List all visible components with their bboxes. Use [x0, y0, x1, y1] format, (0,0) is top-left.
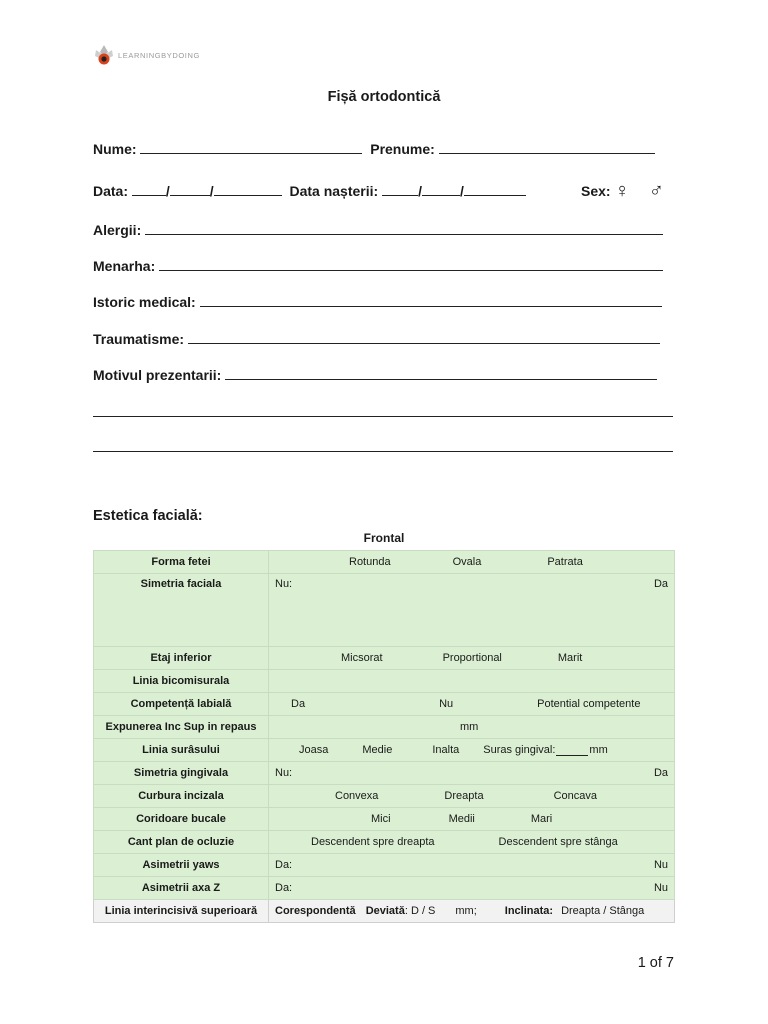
data-day-blank[interactable] [132, 183, 166, 196]
row-label: Etaj inferior [94, 647, 269, 670]
unit-mm: mm; [455, 905, 477, 917]
table-row [94, 831, 675, 854]
option-nu[interactable]: Nu [653, 882, 668, 894]
alergii-blank[interactable] [145, 222, 663, 235]
option-da[interactable]: Da [653, 767, 668, 779]
option-inalta[interactable]: Inalta [432, 744, 460, 756]
option-nu[interactable]: Nu: [275, 578, 293, 590]
slash: / [165, 183, 170, 199]
row-value [269, 762, 675, 785]
option-joasa[interactable]: Joasa [299, 744, 329, 756]
option-da[interactable]: Da: [275, 859, 293, 871]
birth-month-blank[interactable] [422, 183, 460, 196]
extra-line-2[interactable] [93, 451, 673, 452]
suras-gingival-blank[interactable] [556, 745, 588, 756]
name-line [93, 141, 655, 157]
row-label: Asimetrii axa Z [94, 877, 269, 900]
prenume-blank[interactable] [439, 141, 655, 154]
option-da[interactable]: Da: [275, 882, 293, 894]
istoric-label: Istoric medical: [93, 294, 196, 310]
table-row [94, 670, 675, 693]
row-value [269, 693, 675, 716]
option-rotunda[interactable]: Rotunda [349, 556, 391, 568]
row-value [269, 551, 675, 574]
option-descendent-stanga[interactable]: Descendent spre stânga [498, 836, 618, 848]
row-label: Curbura incizala [94, 785, 269, 808]
slash: / [418, 183, 422, 199]
traumatisme-blank[interactable] [188, 331, 660, 344]
prenume-label: Prenume: [370, 141, 435, 157]
option-ovala[interactable]: Ovala [452, 556, 482, 568]
extra-line-1[interactable] [93, 416, 673, 417]
option-descendent-dreapta[interactable]: Descendent spre dreapta [311, 836, 435, 848]
option-mari[interactable]: Mari [530, 813, 553, 825]
table-row [94, 785, 675, 808]
traumatisme-line [93, 331, 660, 347]
slash: / [209, 183, 214, 199]
option-proportional[interactable]: Proportional [442, 652, 502, 664]
row-value [269, 854, 675, 877]
date-line [93, 183, 526, 199]
row-value [269, 900, 675, 923]
row-value [269, 647, 675, 670]
motivul-line [93, 367, 657, 383]
table-row [94, 739, 675, 762]
option-medie[interactable]: Medie [362, 744, 393, 756]
istoric-line [93, 294, 662, 310]
unit-mm: mm [460, 721, 479, 733]
row-value [269, 877, 675, 900]
data-label: Data: [93, 183, 129, 199]
section-title: Estetica facială: [93, 508, 203, 524]
table-row [94, 877, 675, 900]
table-row [94, 716, 675, 739]
traumatisme-label: Traumatisme: [93, 331, 185, 347]
row-label: Cant plan de ocluzie [94, 831, 269, 854]
option-nu[interactable]: Nu [439, 698, 454, 710]
option-nu[interactable]: Nu: [275, 767, 293, 779]
motivul-label: Motivul prezentarii: [93, 367, 222, 383]
row-value [269, 574, 675, 647]
row-label: Expunerea Inc Sup in repaus [94, 716, 269, 739]
option-mici[interactable]: Mici [371, 813, 391, 825]
option-potential[interactable]: Potential competente [537, 698, 641, 710]
nume-label: Nume: [93, 141, 137, 157]
row-label: Linia interincisivă superioară [94, 900, 269, 923]
slash: / [459, 183, 464, 199]
option-medii[interactable]: Medii [448, 813, 475, 825]
table-row [94, 574, 675, 647]
table-row [94, 647, 675, 670]
sex-field [581, 180, 664, 203]
data-nasterii-label: Data nașterii: [289, 183, 379, 199]
inclinata-direction[interactable]: Dreapta / Stânga [561, 905, 645, 917]
menarha-blank[interactable] [159, 258, 663, 271]
row-label: Forma fetei [94, 551, 269, 574]
data-month-blank[interactable] [170, 183, 210, 196]
motivul-blank[interactable] [225, 367, 657, 380]
subsection-title: Frontal [363, 531, 405, 545]
table-row [94, 808, 675, 831]
option-deviata[interactable]: Deviată [365, 905, 405, 917]
data-year-blank[interactable] [214, 183, 282, 196]
unit-mm: mm [589, 744, 608, 756]
female-icon[interactable]: ♀ [614, 180, 630, 202]
row-value[interactable] [269, 670, 675, 693]
option-micsorat[interactable]: Micsorat [341, 652, 383, 664]
row-value [269, 739, 675, 762]
logo-text: LEARNINGBYDOING [118, 50, 200, 60]
page-number: 1 of 7 [637, 955, 674, 971]
table-row [94, 854, 675, 877]
alergii-label: Alergii: [93, 222, 142, 238]
table-row [94, 900, 675, 923]
option-concava[interactable]: Concava [553, 790, 597, 802]
facial-aesthetics-table [93, 550, 675, 923]
nume-blank[interactable] [140, 141, 362, 154]
birth-year-blank[interactable] [464, 183, 526, 196]
row-value [269, 716, 675, 739]
option-convexa[interactable]: Convexa [335, 790, 379, 802]
option-da[interactable]: Da [291, 698, 306, 710]
option-nu[interactable]: Nu [653, 859, 668, 871]
deviata-direction[interactable]: : D / S [404, 905, 436, 917]
logo-icon [93, 44, 115, 66]
row-label: Simetria gingivala [94, 762, 269, 785]
inclinata-label: Inclinata: [504, 905, 554, 917]
option-da[interactable]: Da [653, 578, 668, 590]
option-corespondenta[interactable]: Corespondentă [275, 905, 356, 917]
menarha-line [93, 258, 663, 274]
option-patrata[interactable]: Patrata [547, 556, 583, 568]
row-label: Linia bicomisurala [94, 670, 269, 693]
row-label: Asimetrii yaws [94, 854, 269, 877]
row-label: Linia surâsului [94, 739, 269, 762]
sex-label: Sex: [581, 183, 611, 199]
menarha-label: Menarha: [93, 258, 156, 274]
male-icon[interactable]: ♂ [648, 180, 664, 202]
row-value [269, 808, 675, 831]
page-title: Fișă ortodontică [327, 89, 441, 105]
row-label: Competență labială [94, 693, 269, 716]
row-label: Simetria faciala [94, 574, 269, 647]
table-row [94, 693, 675, 716]
logo [93, 44, 200, 66]
table-row [94, 762, 675, 785]
suras-gingival-label: Suras gingival: [483, 744, 556, 756]
birth-day-blank[interactable] [382, 183, 418, 196]
table-row [94, 551, 675, 574]
row-label: Coridoare bucale [94, 808, 269, 831]
row-value [269, 785, 675, 808]
row-value [269, 831, 675, 854]
option-marit[interactable]: Marit [557, 652, 583, 664]
alergii-line [93, 222, 663, 238]
option-dreapta[interactable]: Dreapta [444, 790, 484, 802]
istoric-blank[interactable] [200, 294, 662, 307]
